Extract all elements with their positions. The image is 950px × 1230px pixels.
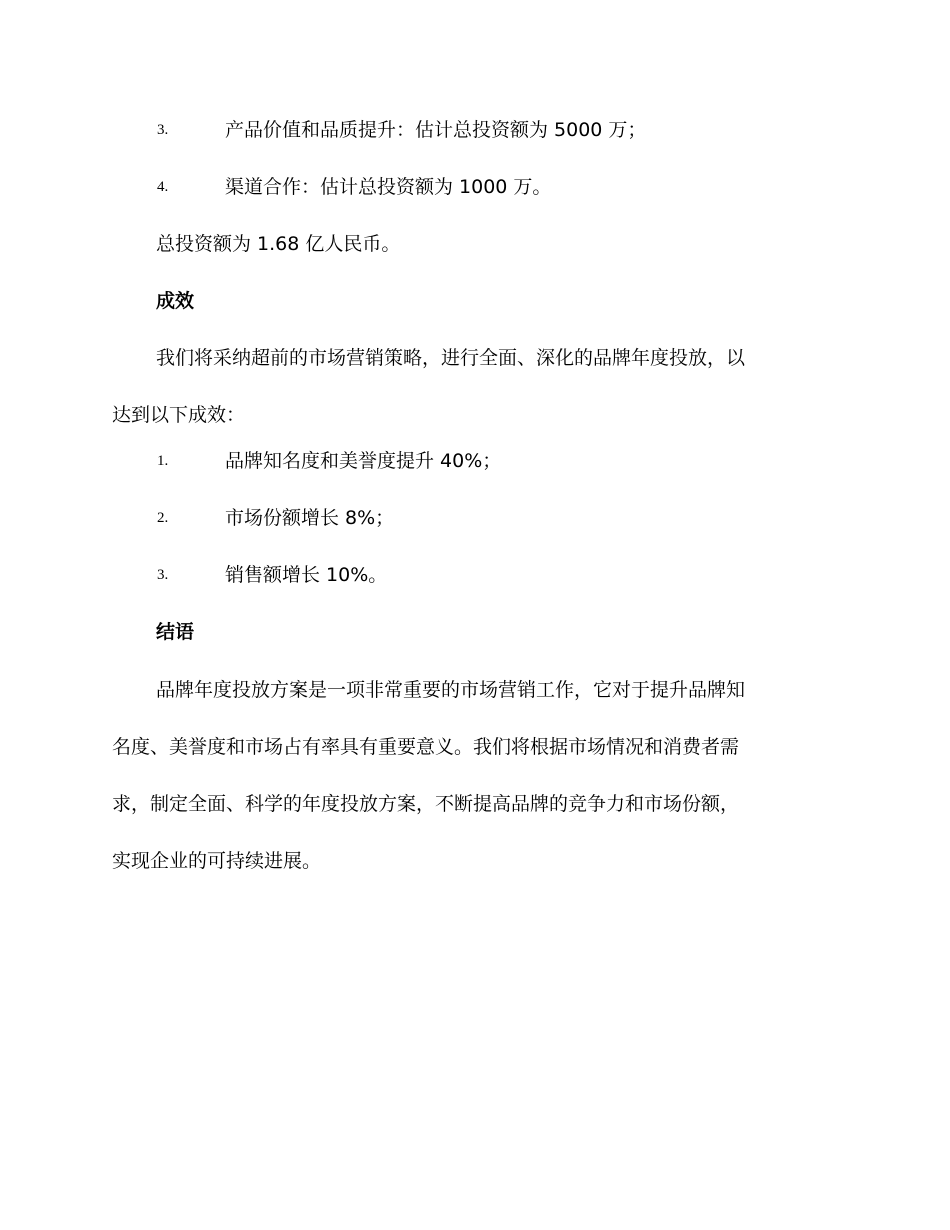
list-number: 4.	[157, 179, 169, 195]
list-item	[0, 503, 950, 533]
list-item	[0, 115, 950, 145]
list-item-text: 产品价值和品质提升：估计总投资额为 5000 万；	[225, 119, 647, 141]
list-item	[0, 172, 950, 202]
paragraph-line: 实现企业的可持续进展。	[112, 850, 322, 872]
list-item-text: 市场份额增长 8%；	[225, 507, 395, 529]
paragraph-line: 求，制定全面、科学的年度投放方案，不断提高品牌的竞争力和市场份额，	[112, 793, 740, 815]
list-number: 1.	[157, 453, 169, 469]
list-number: 2.	[157, 510, 169, 526]
list-item-text: 渠道合作：估计总投资额为 1000 万。	[225, 176, 552, 198]
list-item	[0, 560, 950, 590]
list-number: 3.	[157, 122, 169, 138]
paragraph-line: 名度、美誉度和市场占有率具有重要意义。我们将根据市场情况和消费者需	[112, 736, 740, 758]
list-number: 3.	[157, 567, 169, 583]
list-item	[0, 446, 950, 476]
paragraph-line: 品牌年度投放方案是一项非常重要的市场营销工作，它对于提升品牌知	[156, 679, 746, 701]
total-investment-text: 总投资额为 1.68 亿人民币。	[156, 233, 401, 255]
results-intro-paragraph	[112, 330, 832, 444]
conclusion-paragraph	[112, 662, 832, 890]
paragraph-line: 达到以下成效：	[112, 404, 246, 426]
list-item-text: 品牌知名度和美誉度提升 40%；	[225, 450, 502, 472]
list-item-text: 销售额增长 10%。	[225, 564, 388, 586]
results-heading: 成效	[156, 290, 195, 312]
paragraph-line: 我们将采纳超前的市场营销策略，进行全面、深化的品牌年度投放，以	[156, 347, 746, 369]
conclusion-heading: 结语	[156, 621, 195, 643]
